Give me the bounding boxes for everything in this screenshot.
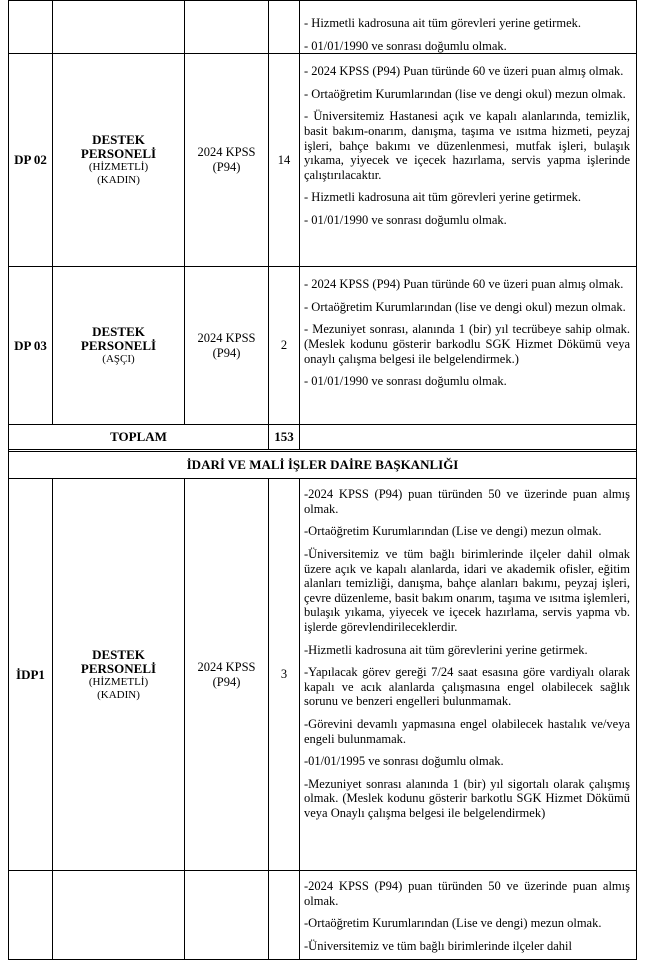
- requirement-item: -2024 KPSS (P94) puan türünden 50 ve üzerinde puan almış olmak.: [304, 487, 630, 516]
- exam-type: [185, 267, 269, 425]
- position-title-line: PERSONELİ: [80, 338, 157, 354]
- requirement-item: - Üniversitemiz Hastanesi açık ve kapalı alanlarında, temizlik, basit bakım-onarım, danışma, taşıma ve ısıtma hizmeti, peyzaj işleri, bahçe bakımı ve düzenlenmesi, mutfak işleri, bulaşık yıkama, yiyecek ve içecek hazırlama, servis yapma işlerinde çalıştırılacaktır.: [304, 109, 630, 182]
- requirement-item: -2024 KPSS (P94) puan türünden 50 ve üzerinde puan almış olmak.: [304, 879, 630, 908]
- position-title-line: DESTEK: [92, 646, 145, 662]
- requirement-item: -Üniversitemiz ve tüm bağlı birimlerinde ilçeler dahil: [304, 938, 572, 953]
- position-title-line: DESTEK: [92, 132, 145, 148]
- position-code: DP 02: [9, 54, 53, 267]
- empty-cell: [300, 425, 637, 450]
- position-count: 14: [269, 54, 300, 267]
- position-cell: [53, 1, 185, 54]
- position-title-line: DESTEK: [92, 324, 145, 340]
- position-title-line: PERSONELİ: [80, 660, 157, 676]
- exam-type: [185, 54, 269, 267]
- code-cell: [9, 1, 53, 54]
- requirement-item: -Mezuniyet sonrası alanında 1 (bir) yıl sigortalı olarak çalışmış olmak. (Meslek kodunu gösterir barkotlu SGK Hizmet Dökümü veya Onaylı çalışma belgesi ile belgelendirmek): [304, 776, 630, 820]
- exam-line: 2024 KPSS: [197, 145, 256, 160]
- requirement-item: - 2024 KPSS (P94) Puan türünde 60 ve üzeri puan almış olmak.: [304, 277, 624, 292]
- requirements-cell: [300, 479, 637, 871]
- requirement-item: - Mezuniyet sonrası, alanında 1 (bir) yıl tecrübeye sahip olmak. (Meslek kodunu gösterir barkodlu SGK Hizmet Dökümü veya onaylı çalışma belgesi ile belgelendirmek.): [304, 322, 630, 366]
- exam-cell: [185, 871, 269, 960]
- position-subtitle: (HİZMETLİ): [88, 675, 149, 688]
- code-cell: [9, 871, 53, 960]
- exam-line: (P94): [212, 160, 241, 175]
- section-header-row: [9, 452, 637, 479]
- exam-line: (P94): [212, 345, 241, 360]
- position-code: İDP1: [9, 479, 53, 871]
- position-title: [53, 479, 185, 871]
- table-row: [9, 267, 637, 425]
- position-count: 2: [269, 267, 300, 425]
- position-count: 3: [269, 479, 300, 871]
- position-title-line: PERSONELİ: [80, 146, 157, 162]
- requirement-item: - Ortaöğretim Kurumlarından (lise ve dengi okul) mezun olmak.: [304, 299, 626, 314]
- table-row: [9, 871, 637, 960]
- total-value: 153: [269, 425, 300, 450]
- exam-cell: [185, 1, 269, 54]
- exam-line: 2024 KPSS: [197, 330, 256, 345]
- requirement-item: -Ortaöğretim Kurumlarından (Lise ve dengi) mezun olmak.: [304, 916, 602, 931]
- requirement-item: -Hizmetli kadrosuna ait tüm görevlerini yerine getirmek.: [304, 642, 588, 657]
- requirement-item: -Üniversitemiz ve tüm bağlı birimlerinde ilçeler dahil olmak üzere açık ve kapalı alanlarda, idari ve akademik ofisler, eğitim alanları temizliği, danışma, bahçe alanları bakımı, peyzaj işleri, çevre düzenleme, basit bakım onarım, taşıma ve ısıtma işlemleri, bulaşık yıkama, yiyecek ve içecek hazırlama, servis yapma vb. işlerde görevlendirileceklerdir.: [304, 546, 630, 634]
- table-row: [9, 479, 637, 871]
- total-row: [9, 425, 637, 450]
- exam-line: 2024 KPSS: [197, 659, 256, 674]
- exam-line: (P94): [212, 674, 241, 689]
- position-subtitle: (KADIN): [97, 688, 140, 701]
- position-subtitle: (HİZMETLİ): [88, 161, 149, 174]
- position-cell: [53, 871, 185, 960]
- requirements-cell: [300, 54, 637, 267]
- requirement-item: - 01/01/1990 ve sonrası doğumlu olmak.: [304, 38, 507, 53]
- table-row: [9, 54, 637, 267]
- position-subtitle: (KADIN): [97, 174, 140, 187]
- requirement-item: - Hizmetli kadrosuna ait tüm görevleri yerine getirmek.: [304, 16, 581, 30]
- count-cell: [269, 871, 300, 960]
- table-row: [9, 1, 637, 54]
- requirements-cell: [300, 1, 637, 54]
- positions-table: [8, 0, 637, 960]
- position-code: DP 03: [9, 267, 53, 425]
- requirement-item: -Yapılacak görev gereği 7/24 saat esasına göre vardiyalı olarak kapalı ve acık alanlarda çalışmasına engel olabilecek sağlık sorunu ve benzeri engelleri bulunmamak.: [304, 665, 630, 709]
- requirement-item: -Görevini devamlı yapmasına engel olabilecek hastalık ve/veya engeli bulunmamak.: [304, 716, 630, 746]
- requirement-item: -Ortaöğretim Kurumlarından (Lise ve dengi) mezun olmak.: [304, 524, 602, 539]
- total-label: TOPLAM: [9, 425, 269, 450]
- exam-type: [185, 479, 269, 871]
- requirement-item: - Ortaöğretim Kurumlarından (lise ve dengi okul) mezun olmak.: [304, 86, 626, 101]
- requirement-item: - 2024 KPSS (P94) Puan türünde 60 ve üzeri puan almış olmak.: [304, 64, 624, 79]
- requirements-cell: [300, 871, 637, 960]
- position-subtitle: (AŞÇI): [102, 353, 135, 366]
- position-title: [53, 267, 185, 425]
- requirement-item: -01/01/1995 ve sonrası doğumlu olmak.: [304, 754, 504, 769]
- section-title: İDARİ VE MALİ İŞLER DAİRE BAŞKANLIĞI: [9, 452, 637, 479]
- requirement-item: - Hizmetli kadrosuna ait tüm görevleri yerine getirmek.: [304, 190, 581, 205]
- count-cell: [269, 1, 300, 54]
- requirements-cell: [300, 267, 637, 425]
- position-title: [53, 54, 185, 267]
- requirement-item: - 01/01/1990 ve sonrası doğumlu olmak.: [304, 374, 507, 389]
- requirement-item: - 01/01/1990 ve sonrası doğumlu olmak.: [304, 212, 507, 227]
